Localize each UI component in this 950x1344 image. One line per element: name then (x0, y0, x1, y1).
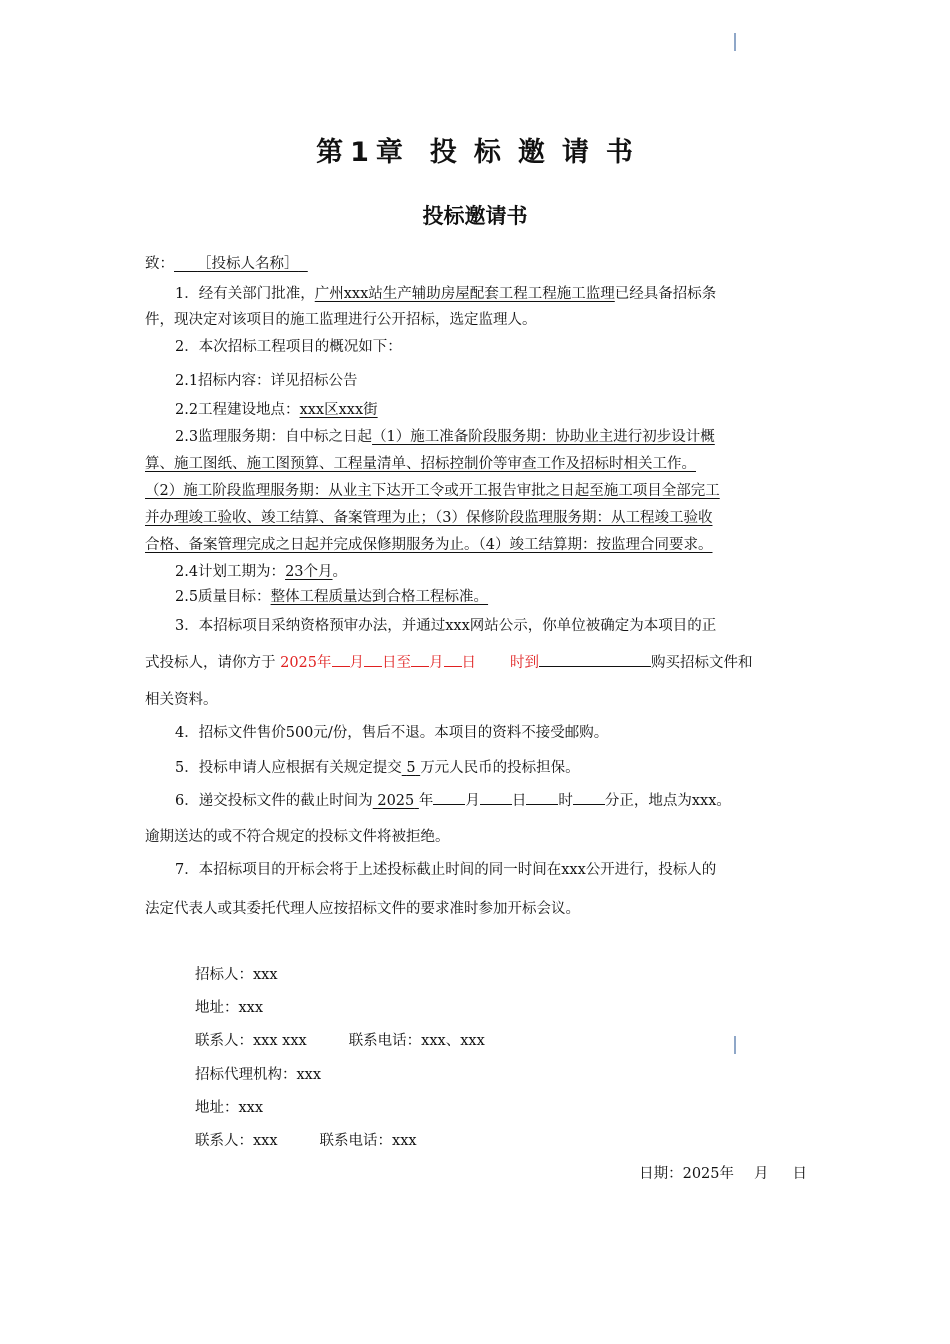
cursor-mark (734, 1036, 736, 1054)
document-date: 日期：2025年 月 日 (639, 1166, 807, 1182)
purchase-period: 2025年 月 日至 月 日 时到 (280, 655, 539, 671)
item-2-4: 2.4计划工期为：23个月。 (175, 564, 348, 580)
paragraph-1-line-2: 件，现决定对该项目的施工监理进行公开招标，选定监理人。 (145, 312, 537, 328)
chapter-char: 1 (350, 137, 370, 168)
paragraph-1-line-1: 1．经有关部门批准，广州xxx站生产辅助房屋配套工程工程施工监理已经具备招标条 (175, 286, 717, 302)
chapter-char: 邀 (517, 137, 546, 168)
agency-contact: 联系人：xxx (195, 1133, 278, 1149)
addressee-name: ［投标人名称］ (197, 256, 299, 272)
project-name: 广州xxx站生产辅助房屋配套工程工程施工监理 (314, 286, 615, 302)
chapter-title (0, 130, 950, 169)
construction-site: xxx区xxx街 (299, 402, 378, 418)
paragraph-4: 4．招标文件售价500元/份，售后不退。本项目的资料不接受邮购。 (175, 725, 609, 741)
chapter-char: 请 (561, 137, 590, 168)
agency-address: 地址：xxx (195, 1100, 264, 1116)
tenderer-contact: 联系人：xxx xxx (195, 1033, 307, 1049)
paragraph-5: 5．投标申请人应根据有关规定提交 5 万元人民币的投标担保。 (175, 760, 580, 776)
item-2-3-line-4: 并办理竣工验收、竣工结算、备案管理为止；（3）保修阶段监理服务期：从工程竣工验收 (145, 510, 713, 526)
cursor-mark (734, 33, 736, 51)
deadline-year: 2025 (377, 793, 415, 809)
quality-target: 整体工程质量达到合格工程标准。 (270, 589, 489, 605)
tenderer: 招标人：xxx (195, 967, 278, 983)
paragraph-2: 2．本次招标工程项目的概况如下： (175, 339, 402, 355)
paragraph-6-line-1: 6．递交投标文件的截止时间为 2025 年 月 日 时 分正，地点为xxx。 (175, 788, 807, 814)
paragraph-3-line-2: 式投标人，请你方于 2025年 月 日至 月 日 时到 购买招标文件和 (145, 650, 807, 676)
chapter-char: 第 (316, 137, 345, 168)
item-2-1: 2.1招标内容：详见招标公告 (175, 373, 358, 389)
tender-agency: 招标代理机构：xxx (195, 1067, 322, 1083)
tenderer-phone: 联系电话：xxx、xxx (348, 1033, 485, 1049)
paragraph-3-line-1: 3．本招标项目采纳资格预审办法，并通过xxx网站公示，你单位被确定为本项目的正 (175, 618, 717, 634)
agency-contact-line (195, 1128, 417, 1154)
paragraph-7-line-1: 7．本招标项目的开标会将于上述投标截止时间的同一时间在xxx公开进行，投标人的 (175, 862, 717, 878)
bid-bond-amount: 5 (406, 760, 416, 776)
item-2-3-line-2: 算、施工图纸、施工图预算、工程量清单、招标控制价等审查工作及招标时相关工作。 (145, 456, 696, 472)
item-2-5: 2.5质量目标：整体工程质量达到合格工程标准。 (175, 589, 489, 605)
tenderer-address: 地址：xxx (195, 1000, 264, 1016)
paragraph-3-line-3: 相关资料。 (145, 692, 218, 708)
chapter-char: 投 (429, 137, 458, 168)
agency-phone: 联系电话：xxx (319, 1133, 417, 1149)
planned-duration: 23个月 (285, 564, 333, 580)
document-subtitle: 投标邀请书 (422, 204, 528, 228)
item-2-3-line-5: 合格、备案管理完成之日起并完成保修期服务为止。（4）竣工结算期：按监理合同要求。 (145, 537, 713, 553)
item-2-3-line-1: 2.3监理服务期：自中标之日起（1）施工准备阶段服务期：协助业主进行初步设计概 (175, 429, 715, 445)
chapter-char: 书 (605, 137, 634, 168)
paragraph-6-line-2: 逾期送达的或不符合规定的投标文件将被拒绝。 (145, 829, 450, 845)
tenderer-contact-line (195, 1028, 485, 1054)
item-2-2: 2.2工程建设地点：xxx区xxx街 (175, 402, 378, 418)
addressee-prefix: 致： (145, 256, 174, 272)
chapter-char: 标 (473, 137, 502, 168)
paragraph-7-line-2: 法定代表人或其委托代理人应按招标文件的要求准时参加开标会议。 (145, 901, 580, 917)
addressee-line (145, 251, 807, 277)
chapter-char: 章 (375, 137, 404, 168)
item-2-3-line-3: （2）施工阶段监理服务期：从业主下达开工令或开工报告审批之日起至施工项目全部完工 (145, 483, 720, 499)
